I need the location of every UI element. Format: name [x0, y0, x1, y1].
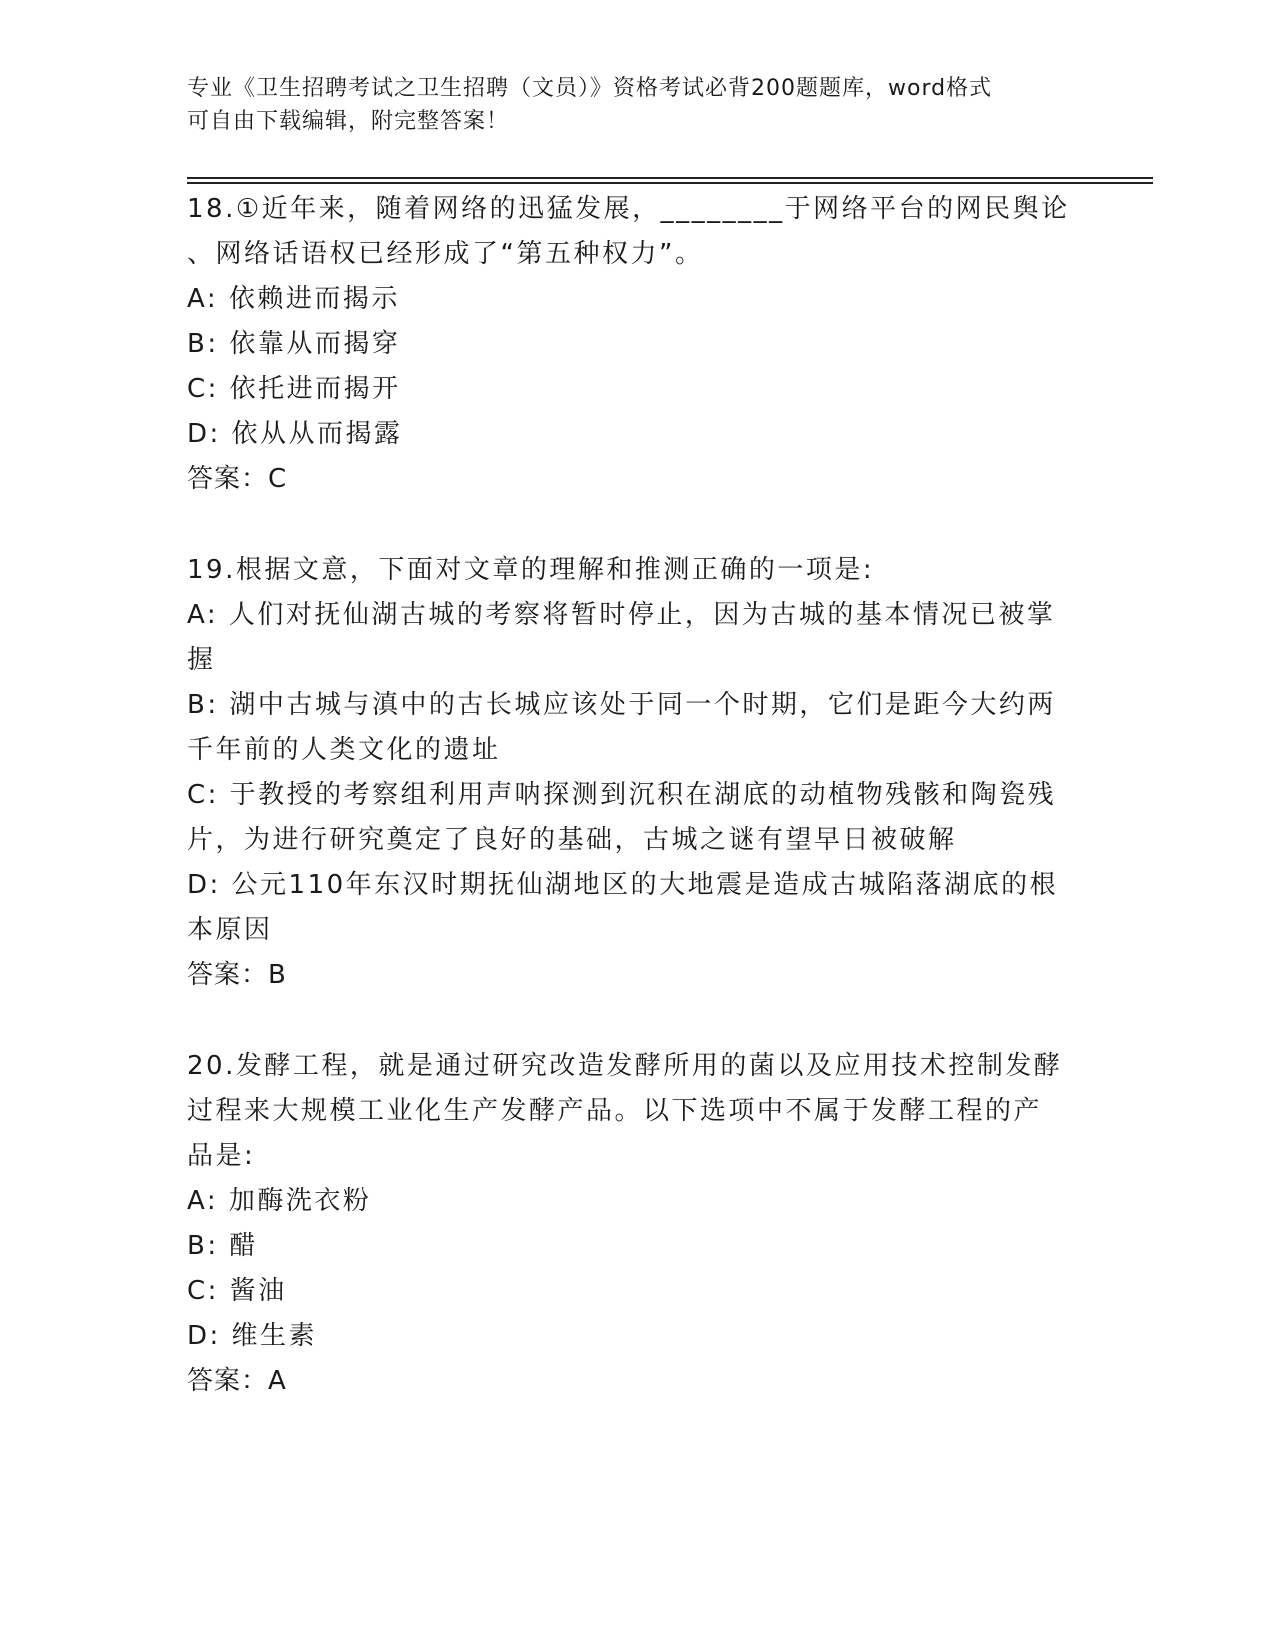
question-18 — [187, 187, 1087, 502]
answer-label: 答案：A — [187, 1366, 287, 1396]
option-c: C: 于教授的考察组利用声呐探测到沉积在湖底的动植物残骸和陶瓷残 — [187, 780, 1057, 810]
option-c-continued: 片，为进行研究奠定了良好的基础，古城之谜有望早日被破解 — [187, 825, 957, 855]
option-c: C: 酱油 — [187, 1276, 287, 1306]
option-b: B: 依靠从而揭穿 — [187, 329, 401, 359]
question-text: 20.发酵工程，就是通过研究改造发酵所用的菌以及应用技术控制发酵 — [187, 1051, 1063, 1081]
option-a: A: 依赖进而揭示 — [187, 284, 400, 314]
header-divider-top — [187, 177, 1153, 179]
option-a-continued: 握 — [187, 645, 216, 675]
header-line-2: 可自由下载编辑，附完整答案！ — [187, 109, 510, 134]
question-spacer — [187, 502, 1087, 548]
header-line-1: 专业《卫生招聘考试之卫生招聘（文员）》资格考试必背200题题库，word格式 — [187, 76, 993, 101]
option-b: B: 湖中古城与滇中的古长城应该处于同一个时期，它们是距今大约两 — [187, 690, 1056, 720]
option-a: A: 加酶洗衣粉 — [187, 1186, 372, 1216]
question-text: 过程来大规模工业化生产发酵产品。以下选项中不属于发酵工程的产 — [187, 1096, 1043, 1126]
option-b: B: 醋 — [187, 1231, 258, 1261]
option-d-continued: 本原因 — [187, 915, 273, 945]
answer-label: 答案：B — [187, 960, 287, 990]
option-d: D: 维生素 — [187, 1321, 318, 1351]
option-a: A: 人们对抚仙湖古城的考察将暂时停止，因为古城的基本情况已被掌 — [187, 600, 1056, 630]
question-text: 19.根据文意，下面对文章的理解和推测正确的一项是: — [187, 555, 875, 585]
question-text: 品是: — [187, 1141, 256, 1171]
question-text: 、网络话语权已经形成了“第五种权力”。 — [187, 239, 704, 269]
question-text: 18.①近年来，随着网络的迅猛发展，________于网络平台的网民舆论 — [187, 194, 1070, 224]
question-20 — [187, 1044, 1087, 1404]
answer-label: 答案：C — [187, 464, 288, 494]
option-d: D: 公元110年东汉时期抚仙湖地区的大地震是造成古城陷落湖底的根 — [187, 870, 1059, 900]
question-list — [187, 187, 1087, 1404]
option-b-continued: 千年前的人类文化的遗址 — [187, 735, 501, 765]
question-19 — [187, 548, 1087, 998]
question-spacer — [187, 998, 1087, 1044]
document-header — [187, 72, 1067, 138]
option-d: D: 依从从而揭露 — [187, 419, 403, 449]
header-divider-bottom — [187, 182, 1153, 184]
option-c: C: 依托进而揭开 — [187, 374, 401, 404]
